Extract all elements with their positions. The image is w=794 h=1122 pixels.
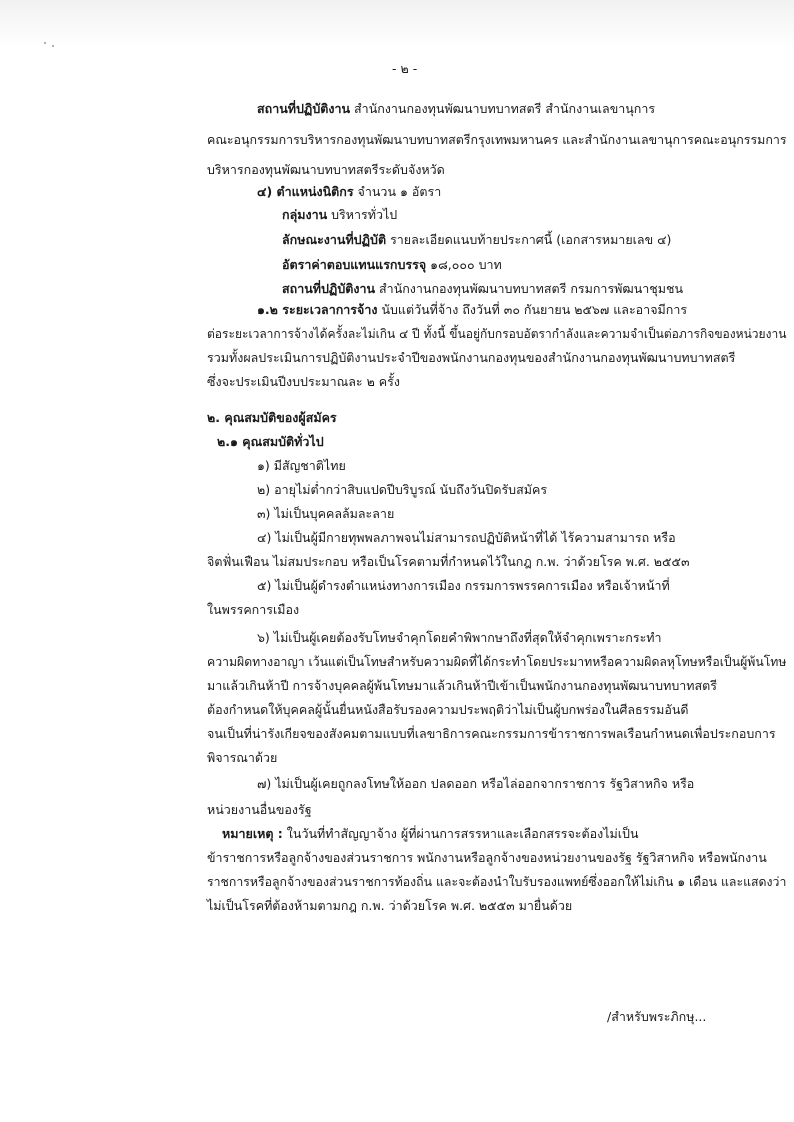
qualification-item-2: ๒) อายุไม่ต่ำกว่าสิบแปดปีบริบูรณ์ นับถึงวันปิดรับสมัคร bbox=[257, 482, 548, 497]
qualification-item-7-line-2: หน่วยงานอื่นของรัฐ bbox=[207, 802, 312, 817]
note-line-1 bbox=[222, 825, 639, 843]
qualification-item-6-line-1: ๖) ไม่เป็นผู้เคยต้องรับโทษจำคุกโดยคำพิพากษาถึงที่สุดให้จำคุกเพราะกระทำ bbox=[257, 630, 662, 645]
duty-value: รายละเอียดแนบท้ายประกาศนี้ (เอกสารหมายเลข ๔) bbox=[390, 232, 672, 247]
continuation-note: /สำหรับพระภิกษุ... bbox=[607, 1009, 707, 1024]
workplace-line-3: บริหารกองทุนพัฒนาบทบาทสตรีระดับจังหวัด bbox=[207, 162, 445, 177]
position-4-group bbox=[282, 206, 397, 224]
note-line-2: ข้าราชการหรือลูกจ้างของส่วนราชการ พนักงานหรือลูกจ้างของหน่วยงานของรัฐ รัฐวิสาหกิจ หรือพนักงาน bbox=[207, 850, 767, 865]
qualification-item-6-line-4: ต้องกำหนดให้บุคคลผู้นั้นยื่นหนังสือรับรองความประพฤติว่าไม่เป็นผู้บกพร่องในศีลธรรมอันดี bbox=[207, 702, 689, 717]
qualification-item-5-line-1: ๕) ไม่เป็นผู้ดำรงตำแหน่งทางการเมือง กรรมการพรรคการเมือง หรือเจ้าหน้าที่ bbox=[257, 578, 670, 593]
place-value: สำนักงานกองทุนพัฒนาบทบาทสตรี กรมการพัฒนาชุมชน bbox=[379, 281, 684, 296]
position-4-pay bbox=[282, 256, 502, 274]
page-number: - ๒ - bbox=[392, 61, 418, 76]
place-label: สถานที่ปฏิบัติงาน bbox=[282, 281, 376, 296]
duty-label: ลักษณะงานที่ปฏิบัติ bbox=[282, 232, 387, 247]
position-4-title: ๔) ตำแหน่งนิติกร bbox=[257, 184, 354, 199]
pay-value: ๑๘,๐๐๐ บาท bbox=[430, 257, 502, 272]
note-text: ในวันที่ทำสัญญาจ้าง ผู้ที่ผ่านการสรรหาและเลือกสรรจะต้องไม่เป็น bbox=[286, 826, 639, 841]
employment-period-line-1 bbox=[257, 301, 687, 319]
note-line-4: ไม่เป็นโรคที่ต้องห้ามตามกฎ ก.พ. ว่าด้วยโรค พ.ศ. ๒๕๕๓ มายื่นด้วย bbox=[207, 898, 573, 913]
workplace-label: สถานที่ปฏิบัติงาน bbox=[257, 101, 351, 116]
qualification-item-5-line-2: ในพรรคการเมือง bbox=[207, 602, 300, 617]
qualification-item-6-line-6: พิจารณาด้วย bbox=[207, 750, 278, 765]
pay-label: อัตราค่าตอบแทนแรกบรรจุ bbox=[282, 257, 427, 272]
workplace-text: สำนักงานกองทุนพัฒนาบทบาทสตรี สำนักงานเลขานุการ bbox=[354, 101, 656, 116]
qualification-item-4-line-2: จิตฟั่นเฟือน ไม่สมประกอบ หรือเป็นโรคตามที่กำหนดไว้ในกฎ ก.พ. ว่าด้วยโรค พ.ศ. ๒๕๕๓ bbox=[207, 554, 690, 569]
group-value: บริหารทั่วไป bbox=[331, 207, 398, 222]
scan-speck bbox=[52, 45, 54, 47]
position-4-place bbox=[282, 280, 683, 298]
qualification-item-4-line-1: ๔) ไม่เป็นผู้มีกายทุพพลภาพจนไม่สามารถปฏิบัติหน้าที่ได้ ไร้ความสามารถ หรือ bbox=[257, 530, 676, 545]
position-4-count: จำนวน ๑ อัตรา bbox=[357, 184, 442, 199]
qualifications-heading: ๒. คุณสมบัติของผู้สมัคร bbox=[207, 410, 337, 425]
qualification-item-6-line-2: ความผิดทางอาญา เว้นแต่เป็นโทษสำหรับความผิดที่ได้กระทำโดยประมาทหรือความผิดลหุโทษหรือเป็นผู้พ้นโทษ bbox=[207, 654, 787, 669]
employment-period-line-2: ต่อระยะเวลาการจ้างได้ครั้งละไม่เกิน ๔ ปี ทั้งนี้ ขึ้นอยู่กับกรอบอัตรากำลังและความจำเป็นต่อภารกิจของหน่วยงาน bbox=[207, 326, 787, 341]
employment-period-line-4: ซึ่งจะประเมินปีงบประมาณละ ๒ ครั้ง bbox=[207, 374, 400, 389]
position-4-duty bbox=[282, 231, 671, 249]
note-line-3: ราชการหรือลูกจ้างของส่วนราชการท้องถิ่น และจะต้องนำใบรับรองแพทย์ซึ่งออกให้ไม่เกิน ๑ เดือน และแสดงว่า bbox=[207, 874, 787, 889]
qualification-item-6-line-3: มาแล้วเกินห้าปี การจ้างบุคคลผู้พ้นโทษมาแล้วเกินห้าปีเข้าเป็นพนักงานกองทุนพัฒนาบทบาทสตรี bbox=[207, 678, 717, 693]
qualification-item-3: ๓) ไม่เป็นบุคคลล้มละลาย bbox=[257, 506, 395, 521]
employment-period-text: นับแต่วันที่จ้าง ถึงวันที่ ๓๐ กันยายน ๒๕๖๗ และอาจมีการ bbox=[381, 302, 688, 317]
workplace-line-2: คณะอนุกรรมการบริหารกองทุนพัฒนาบทบาทสตรีกรุงเทพมหานคร และสำนักงานเลขานุการคณะอนุกรรมการ bbox=[207, 132, 787, 147]
workplace-line-1 bbox=[257, 100, 655, 118]
position-4-heading bbox=[257, 183, 441, 201]
group-label: กลุ่มงาน bbox=[282, 207, 328, 222]
employment-period-title: ๑.๒ ระยะเวลาการจ้าง bbox=[257, 302, 378, 317]
general-qualifications-heading: ๒.๑ คุณสมบัติทั่วไป bbox=[217, 434, 324, 449]
scan-speck bbox=[44, 42, 46, 44]
note-label: หมายเหตุ : bbox=[222, 826, 283, 841]
qualification-item-1: ๑) มีสัญชาติไทย bbox=[257, 458, 346, 473]
qualification-item-7-line-1: ๗) ไม่เป็นผู้เคยถูกลงโทษให้ออก ปลดออก หรือไล่ออกจากราชการ รัฐวิสาหกิจ หรือ bbox=[257, 776, 695, 791]
employment-period-line-3: รวมทั้งผลประเมินการปฏิบัติงานประจำปีของพนักงานกองทุนของสำนักงานกองทุนพัฒนาบทบาทสตรี bbox=[207, 350, 736, 365]
scan-shadow bbox=[0, 0, 794, 48]
qualification-item-6-line-5: จนเป็นที่น่ารังเกียจของสังคมตามแบบที่เลขาธิการคณะกรรมการข้าราชการพลเรือนกำหนดเพื่อประกอบการ bbox=[207, 726, 776, 741]
